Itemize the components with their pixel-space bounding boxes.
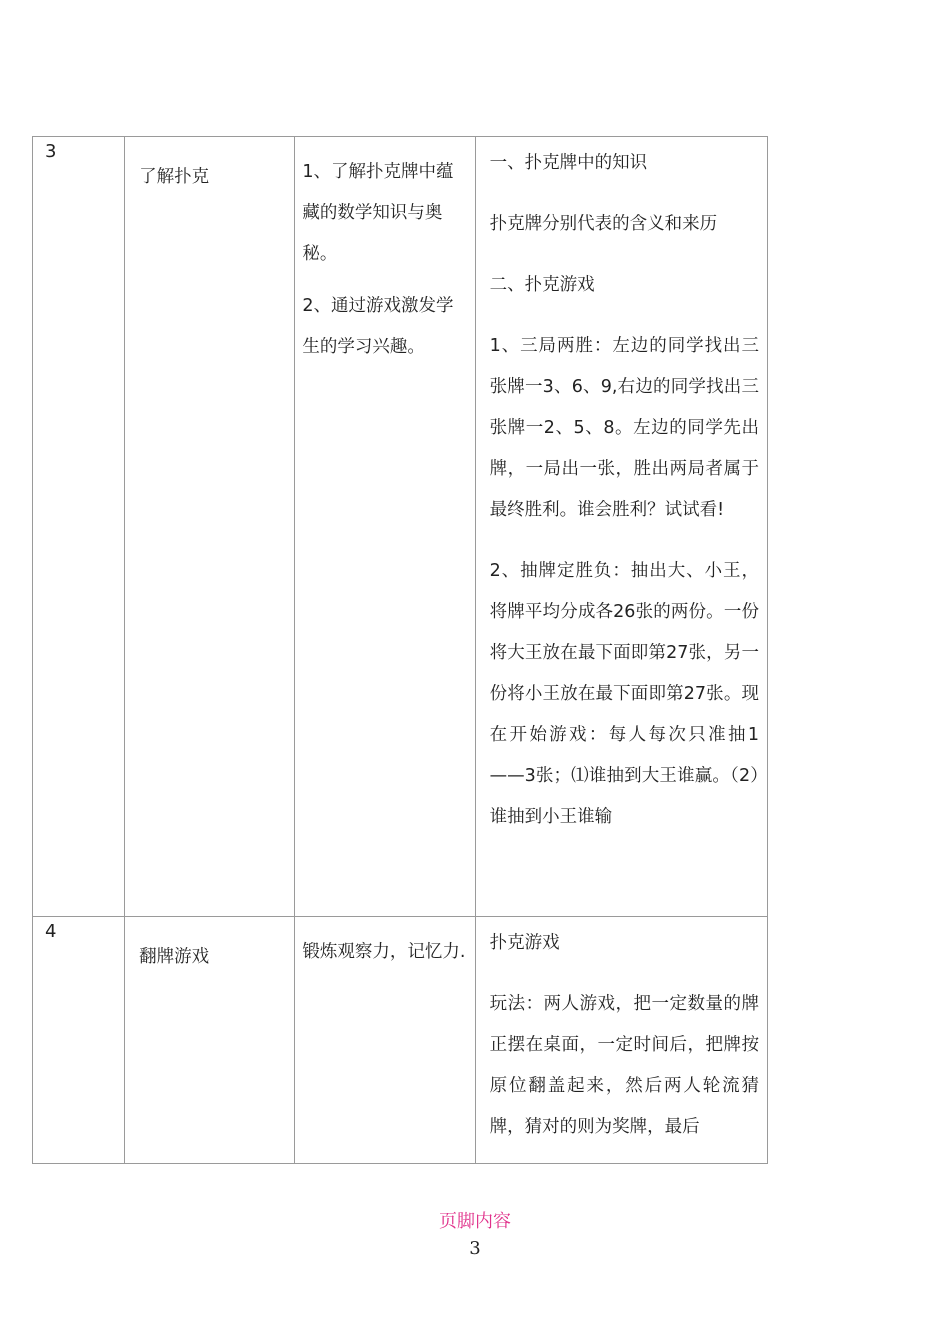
- lesson-topic: 了解扑克: [139, 167, 210, 187]
- lesson-topic-cell: [125, 137, 295, 917]
- lesson-content-cell: [475, 137, 767, 917]
- goal-item: 1、了解扑克牌中蕴藏的数学知识与奥秘。: [302, 162, 454, 264]
- lesson-goals-cell: [295, 917, 475, 1164]
- lesson-number-cell: [33, 917, 125, 1164]
- page-number: 3: [469, 1238, 481, 1259]
- table-row: [33, 917, 768, 1164]
- content-paragraph: 二、扑克游戏: [489, 275, 595, 295]
- content-paragraph: 扑克牌分别代表的含义和来历: [489, 214, 718, 234]
- lesson-goals-cell: [295, 137, 475, 917]
- content-paragraph: 1、三局两胜：左边的同学找出三张牌一3、6、9,右边的同学找出三张牌一2、5、8。左边的同学先出牌，一局出一张，胜出两局者属于最终胜利。谁会胜利？试试看!: [489, 336, 759, 520]
- lesson-number: 3: [45, 141, 57, 162]
- content-paragraph: 一、扑克牌中的知识: [489, 153, 648, 173]
- lesson-number: 4: [45, 921, 57, 942]
- lesson-content-cell: [475, 917, 767, 1164]
- lesson-topic-cell: [125, 917, 295, 1164]
- lesson-table: [32, 136, 768, 1164]
- content-paragraph: 玩法：两人游戏，把一定数量的牌正摆在桌面，一定时间后，把牌按原位翻盖起来，然后两人轮流猜牌，猜对的则为奖牌，最后: [489, 994, 759, 1137]
- goal-item: 锻炼观察力，记忆力.: [302, 942, 466, 962]
- table-row: [33, 137, 768, 917]
- content-paragraph: 2、抽牌定胜负：抽出大、小王，将牌平均分成各26张的两份。一份将大王放在最下面即第27张，另一份将小王放在最下面即第27张。现在开始游戏：每人每次只准抽1——3张；⑴谁抽到大王谁赢。（2）谁抽到小王谁输: [489, 561, 759, 827]
- footer-label: 页脚内容: [439, 1211, 511, 1232]
- page-footer: [0, 1208, 950, 1262]
- goal-item: 2、通过游戏激发学生的学习兴趣。: [302, 296, 454, 357]
- lesson-topic: 翻牌游戏: [139, 947, 210, 967]
- lesson-number-cell: [33, 137, 125, 917]
- content-paragraph: 扑克游戏: [489, 933, 560, 953]
